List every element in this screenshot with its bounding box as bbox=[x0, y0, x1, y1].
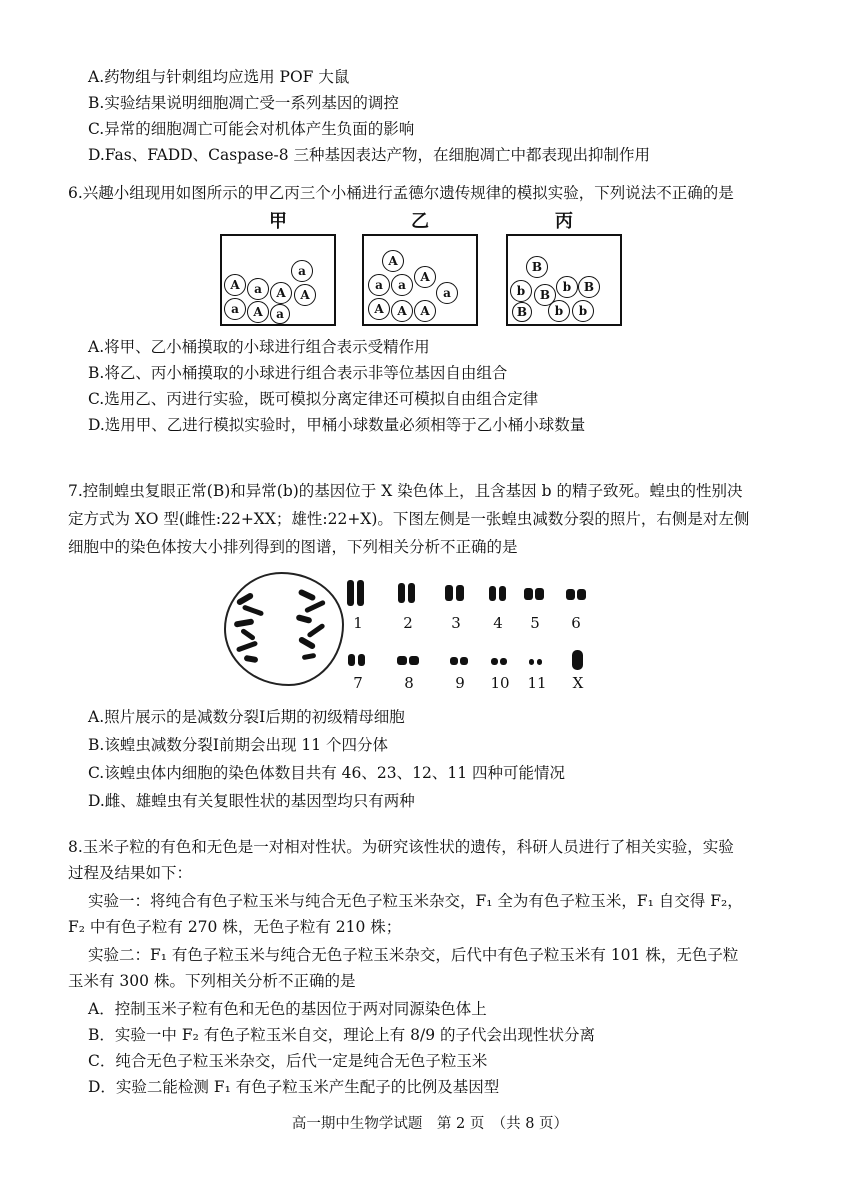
q5-option-a: A.药物组与针刺组均应选用 POF 大鼠 bbox=[88, 68, 350, 86]
bucket-bing bbox=[506, 212, 622, 326]
karyotype-label: 10 bbox=[490, 674, 510, 692]
ball: A bbox=[294, 284, 316, 306]
ball: a bbox=[270, 304, 290, 324]
karyotype-label: 1 bbox=[353, 614, 363, 632]
q7-option-c: C.该蝗虫体内细胞的染色体数目共有 46、23、12、11 四种可能情况 bbox=[88, 764, 565, 782]
q6-option-d: D.选用甲、乙进行模拟实验时，甲桶小球数量必须相等于乙小桶小球数量 bbox=[88, 416, 586, 434]
bucket-yi bbox=[362, 212, 478, 326]
q7-option-d: D.雌、雄蝗虫有关复眼性状的基因型均只有两种 bbox=[88, 792, 415, 810]
q7-option-b: B.该蝗虫减数分裂I前期会出现 11 个四分体 bbox=[88, 736, 389, 754]
karyotype-label: 7 bbox=[353, 674, 363, 692]
q5-option-d: D.Fas、FADD、Caspase-8 三种基因表达产物，在细胞凋亡中都表现出抑制作用 bbox=[88, 146, 651, 164]
q8-stem-line-2: 过程及结果如下： bbox=[68, 864, 193, 882]
ball: A bbox=[270, 282, 292, 304]
ball: A bbox=[414, 300, 436, 322]
meiosis-cell-photo bbox=[224, 572, 344, 686]
ball: b bbox=[556, 276, 578, 298]
karyotype-label: 4 bbox=[493, 614, 503, 632]
q5-option-b: B.实验结果说明细胞凋亡受一系列基因的调控 bbox=[88, 94, 399, 112]
q6-option-c: C.选用乙、丙进行实验，既可模拟分离定律还可模拟自由组合定律 bbox=[88, 390, 539, 408]
q8-option-c: C．纯合无色子粒玉米杂交，后代一定是纯合无色子粒玉米 bbox=[88, 1052, 488, 1070]
ball: A bbox=[391, 300, 413, 322]
karyotype-label: 3 bbox=[451, 614, 461, 632]
ball: A bbox=[414, 266, 436, 288]
ball: b bbox=[572, 300, 594, 322]
q8-exp1-line-2: F₂ 中有色子粒有 270 株，无色子粒有 210 株； bbox=[68, 918, 402, 936]
karyotype-label: 2 bbox=[403, 614, 413, 632]
q6-stem: 6.兴趣小组现用如图所示的甲乙丙三个小桶进行孟德尔遗传规律的模拟实验，下列说法不正确的是 bbox=[68, 184, 734, 202]
karyotype-label: 5 bbox=[530, 614, 540, 632]
ball: A bbox=[224, 274, 246, 296]
q7-option-a: A.照片展示的是减数分裂I后期的初级精母细胞 bbox=[88, 708, 405, 726]
ball: a bbox=[247, 278, 269, 300]
q8-exp2-line-2: 玉米有 300 株。下列相关分析不正确的是 bbox=[68, 972, 356, 990]
ball: b bbox=[548, 300, 570, 322]
q5-option-c: C.异常的细胞凋亡可能会对机体产生负面的影响 bbox=[88, 120, 415, 138]
q8-option-b: B．实验一中 F₂ 有色子粒玉米自交，理论上有 8/9 的子代会出现性状分离 bbox=[88, 1026, 596, 1044]
ball: B bbox=[526, 256, 548, 278]
q6-option-a: A.将甲、乙小桶摸取的小球进行组合表示受精作用 bbox=[88, 338, 430, 356]
ball: B bbox=[512, 302, 532, 322]
q8-exp2-line-1: 实验二：F₁ 有色子粒玉米与纯合无色子粒玉米杂交，后代中有色子粒玉米有 101 株，无色子粒 bbox=[88, 946, 739, 964]
bucket-label: 丙 bbox=[555, 211, 573, 232]
ball: a bbox=[436, 282, 458, 304]
karyotype-label: 6 bbox=[571, 614, 581, 632]
q8-stem-line-1: 8.玉米子粒的有色和无色是一对相对性状。为研究该性状的遗传，科研人员进行了相关实验，实验 bbox=[68, 838, 734, 856]
q7-stem-line-1: 7.控制蝗虫复眼正常(B)和异常(b)的基因位于 X 染色体上，且含基因 b 的精子致死。蝗虫的性别决 bbox=[68, 482, 743, 500]
bucket-label: 甲 bbox=[269, 211, 287, 232]
karyotype-label: 11 bbox=[527, 674, 547, 692]
q8-option-a: A．控制玉米子粒有色和无色的基因位于两对同源染色体上 bbox=[88, 1000, 487, 1018]
ball: A bbox=[247, 301, 269, 323]
ball: a bbox=[391, 274, 413, 296]
bucket-body bbox=[506, 234, 622, 326]
q6-option-b: B.将乙、丙小桶摸取的小球进行组合表示非等位基因自由组合 bbox=[88, 364, 508, 382]
bucket-label: 乙 bbox=[411, 211, 429, 232]
q8-option-d: D．实验二能检测 F₁ 有色子粒玉米产生配子的比例及基因型 bbox=[88, 1078, 500, 1096]
ball: B bbox=[534, 284, 556, 306]
bucket-body bbox=[362, 234, 478, 326]
q8-exp1-line-1: 实验一：将纯合有色子粒玉米与纯合无色子粒玉米杂交，F₁ 全为有色子粒玉米，F₁ 自交得 F₂， bbox=[88, 892, 743, 910]
bucket-jia bbox=[220, 212, 336, 326]
ball: a bbox=[291, 260, 313, 282]
ball: b bbox=[510, 280, 532, 302]
bucket-body bbox=[220, 234, 336, 326]
ball: a bbox=[368, 274, 390, 296]
karyotype-label: 8 bbox=[404, 674, 414, 692]
ball: A bbox=[368, 298, 390, 320]
page-footer: 高一期中生物学试题 第 2 页 （共 8 页） bbox=[291, 1116, 569, 1132]
ball: A bbox=[382, 250, 404, 272]
ball: B bbox=[578, 276, 600, 298]
q7-stem-line-2: 定方式为 XO 型(雌性:22+XX；雄性:22+X)。下图左侧是一张蝗虫减数分裂的照片，右侧是对左侧 bbox=[68, 510, 750, 528]
q7-stem-line-3: 细胞中的染色体按大小排列得到的图谱，下列相关分析不正确的是 bbox=[68, 538, 518, 556]
ball: a bbox=[224, 298, 246, 320]
karyotype-label: 9 bbox=[455, 674, 465, 692]
karyotype-label: X bbox=[572, 674, 584, 692]
